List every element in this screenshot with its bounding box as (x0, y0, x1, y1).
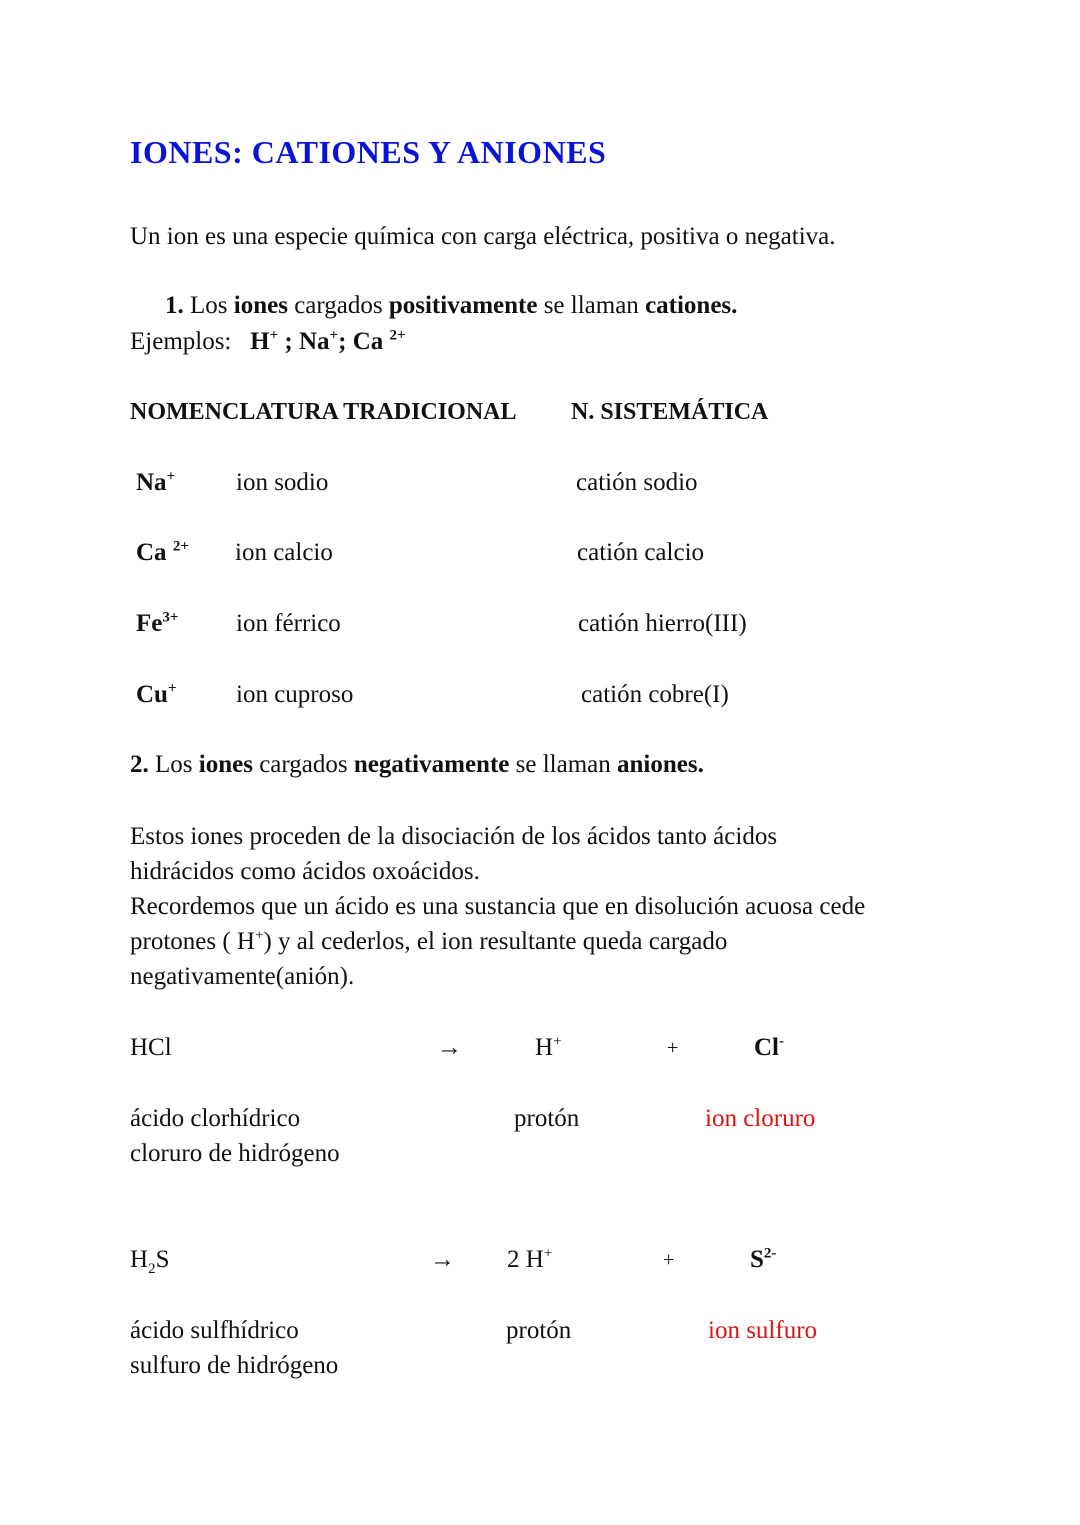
text-segment: se llaman (537, 292, 646, 319)
examples-line (130, 327, 406, 357)
arrow-icon: → (437, 1034, 462, 1061)
anion-formula: Cl- (754, 1033, 784, 1061)
section-number: 2. (130, 751, 149, 778)
text-segment: iones (233, 292, 288, 319)
example-ion: Na+; (298, 327, 353, 355)
anion-name: ion sulfuro (708, 1317, 818, 1344)
examples-label: Ejemplos: (130, 328, 232, 355)
text-segment: se llaman (509, 751, 617, 778)
cation-symbol: Cu+ (136, 680, 177, 708)
intro-text: Un ion es una especie química con carga eléctrica, positiva o negativa. (130, 223, 836, 250)
arrow-icon: → (430, 1246, 455, 1273)
text-segment: iones (198, 751, 253, 778)
section-2-heading (130, 750, 704, 780)
acid-name: ácido sulfhídrico (130, 1317, 299, 1344)
plus-sign: + (663, 1249, 675, 1271)
plus-sign: + (667, 1037, 679, 1059)
header-traditional: NOMENCLATURA TRADICIONAL (130, 399, 517, 425)
cation-systematic-name: catión sodio (576, 469, 698, 496)
paragraph-line: protones ( H+) y al cederlos, el ion resultante queda cargado (130, 927, 728, 955)
page-title: IONES: CATIONES Y ANIONES (130, 134, 607, 170)
cation-traditional-name: ion sodio (236, 469, 329, 496)
cation-symbol: $Fe^{3+}$ (136, 609, 179, 637)
paragraph-line: negativamente(anión). (130, 963, 355, 990)
proton-name: protón (514, 1105, 580, 1132)
proton-name: protón (506, 1317, 572, 1344)
cation-traditional-name: ion cuproso (236, 681, 354, 708)
acid-formula: HCl (130, 1034, 172, 1061)
section-number: 1. (165, 292, 184, 319)
header-systematic: N. SISTEMÁTICA (571, 399, 769, 425)
text-segment: aniones. (616, 751, 704, 778)
proton-formula: 2 H+ (507, 1245, 553, 1273)
cation-symbol: Ca $^{2+}$ (136, 538, 189, 566)
acid-alt-name: sulfuro de hidrógeno (130, 1352, 339, 1379)
cation-systematic-name: catión cobre(I) (581, 681, 729, 708)
acid-alt-name: cloruro de hidrógeno (130, 1140, 340, 1167)
text-segment: Los (183, 292, 234, 319)
cation-traditional-name: ion férrico (236, 610, 341, 637)
anion-name: ion cloruro (705, 1105, 816, 1132)
section-1-heading (165, 291, 737, 321)
cation-traditional-name: ion calcio (235, 539, 333, 566)
paragraph-line: hidrácidos como ácidos oxoácidos. (130, 858, 480, 885)
proton-formula: H+ (535, 1033, 562, 1061)
cation-symbol: Na+ (136, 468, 176, 496)
acid-formula: $H_2S$ (130, 1246, 170, 1277)
text-segment: cargados (252, 751, 354, 778)
anion-formula: $S^{2-}$ (750, 1245, 777, 1273)
text-segment: cationes. (645, 292, 738, 319)
example-ion: H+ ; (250, 327, 299, 355)
paragraph-line: Estos iones proceden de la disociación de los ácidos tanto ácidos (130, 823, 778, 850)
cation-systematic-name: catión hierro(III) (578, 610, 747, 637)
acid-name: ácido clorhídrico (130, 1105, 301, 1132)
text-segment: cargados (287, 292, 389, 319)
text-segment: positivamente (388, 292, 538, 319)
example-ion: Ca $^{2+}$ (352, 327, 406, 355)
text-segment: negativamente (353, 751, 510, 778)
cation-systematic-name: catión calcio (577, 539, 705, 566)
paragraph-line: Recordemos que un ácido es una sustancia que en disolución acuosa cede (130, 893, 866, 920)
text-segment: Los (148, 751, 199, 778)
